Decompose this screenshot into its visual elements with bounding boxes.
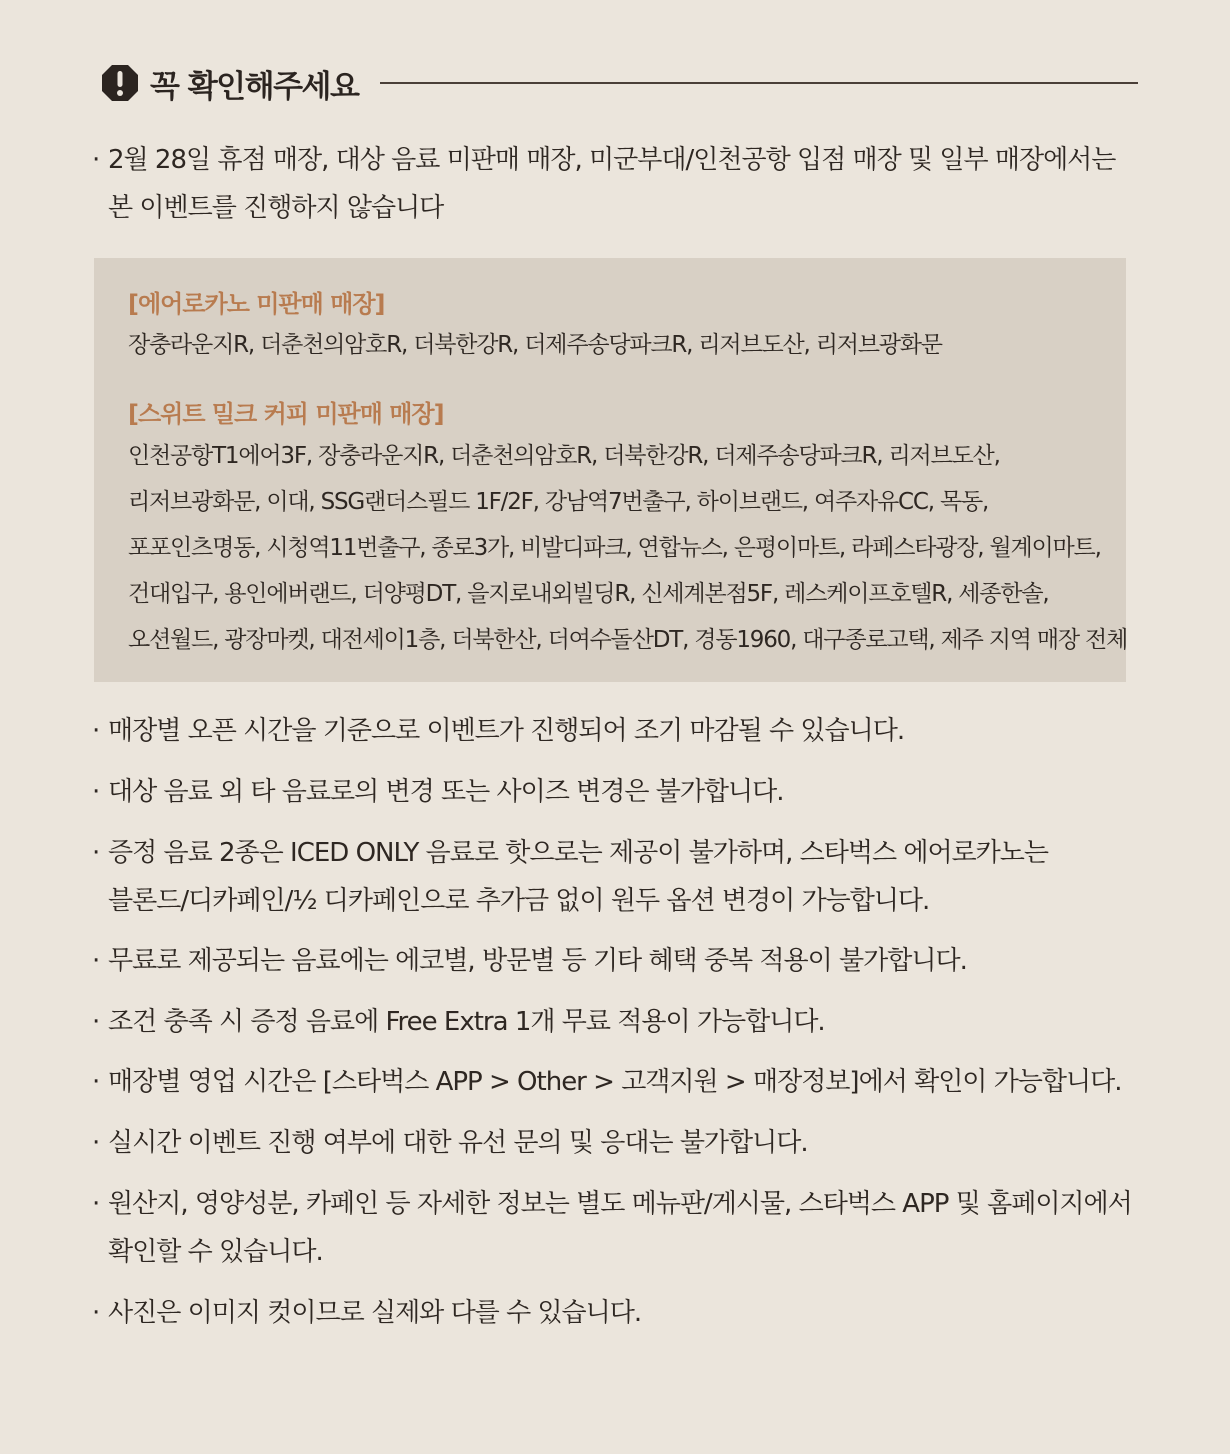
notice-text-cont: 확인할 수 있습니다. bbox=[108, 1237, 323, 1267]
sweet-milk-heading: [스위트 밀크 커피 미판매 매장] bbox=[128, 400, 444, 428]
sweet-milk-stores-line: 포포인츠명동, 시청역11번출구, 종로3가, 비발디파크, 연합뉴스, 은평이마트, 라페스타광장, 월계이마트, bbox=[128, 535, 1101, 561]
bullet: · bbox=[92, 1128, 100, 1158]
notice-item bbox=[92, 1289, 641, 1337]
sweet-milk-stores-line: 오션월드, 광장마켓, 대전세이1층, 더북한산, 더여수돌산DT, 경동1960, 대구종로고택, 제주 지역 매장 전체 bbox=[128, 627, 1128, 653]
intro-line-2: 본 이벤트를 진행하지 않습니다 bbox=[108, 193, 444, 223]
notice-text: 원산지, 영양성분, 카페인 등 자세한 정보는 별도 메뉴판/게시물, 스타벅스 APP 및 홈페이지에서 bbox=[108, 1189, 1132, 1219]
sweet-milk-store-list bbox=[128, 433, 1127, 663]
intro-line-1: 2월 28일 휴점 매장, 대상 음료 미판매 매장, 미군부대/인천공항 입점 매장 및 일부 매장에서는 bbox=[108, 145, 1116, 175]
notice-text: 조건 충족 시 증정 음료에 Free Extra 1개 무료 적용이 가능합니다. bbox=[108, 1007, 825, 1037]
header-divider bbox=[380, 82, 1138, 84]
aerocano-store-list bbox=[128, 322, 942, 368]
aerocano-stores: 장충라운지R, 더춘천의암호R, 더북한강R, 더제주송당파크R, 리저브도산, 리저브광화문 bbox=[128, 332, 942, 358]
notice-text: 실시간 이벤트 진행 여부에 대한 유선 문의 및 응대는 불가합니다. bbox=[108, 1128, 808, 1158]
notice-text: 사진은 이미지 컷이므로 실제와 다를 수 있습니다. bbox=[108, 1298, 642, 1328]
bullet: · bbox=[92, 1067, 100, 1097]
notice-text: 매장별 영업 시간은 [스타벅스 APP > Other > 고객지원 > 매장정보]에서 확인이 가능합니다. bbox=[108, 1067, 1122, 1097]
bullet: · bbox=[92, 1007, 100, 1037]
notice-item bbox=[92, 1180, 1132, 1276]
intro-note bbox=[92, 136, 1115, 232]
notice-item bbox=[92, 937, 967, 985]
section-title: 꼭 확인해주세요 bbox=[150, 68, 359, 105]
notice-text: 증정 음료 2종은 ICED ONLY 음료로 핫으로는 제공이 불가하며, 스타벅스 에어로카노는 bbox=[108, 838, 1049, 868]
exclamation-octagon-icon bbox=[100, 63, 140, 103]
bullet: · bbox=[92, 1189, 100, 1219]
notice-item bbox=[92, 1058, 1122, 1106]
notice-item bbox=[92, 998, 825, 1046]
bullet: · bbox=[92, 777, 100, 807]
sweet-milk-stores-line: 인천공항T1에어3F, 장충라운지R, 더춘천의암호R, 더북한강R, 더제주송당파크R, 리저브도산, bbox=[128, 443, 1000, 469]
notice-item bbox=[92, 829, 1048, 925]
bullet: · bbox=[92, 1298, 100, 1328]
bullet: · bbox=[92, 838, 100, 868]
notice-text: 대상 음료 외 타 음료로의 변경 또는 사이즈 변경은 불가합니다. bbox=[108, 777, 784, 807]
bullet: · bbox=[92, 145, 100, 175]
notice-text: 매장별 오픈 시간을 기준으로 이벤트가 진행되어 조기 마감될 수 있습니다. bbox=[108, 716, 905, 746]
notice-text-cont: 블론드/디카페인/½ 디카페인으로 추가금 없이 원두 옵션 변경이 가능합니다. bbox=[108, 886, 930, 916]
aerocano-heading: [에어로카노 미판매 매장] bbox=[128, 290, 385, 318]
notice-item bbox=[92, 1119, 808, 1167]
bullet: · bbox=[92, 716, 100, 746]
bullet: · bbox=[92, 946, 100, 976]
excluded-stores-box bbox=[94, 258, 1126, 682]
notice-text: 무료로 제공되는 음료에는 에코별, 방문별 등 기타 혜택 중복 적용이 불가합니다. bbox=[108, 946, 967, 976]
section-header bbox=[100, 60, 1138, 106]
notice-item bbox=[92, 768, 784, 816]
sweet-milk-stores-line: 건대입구, 용인에버랜드, 더양평DT, 을지로내외빌딩R, 신세계본점5F, 레스케이프호텔R, 세종한솔, bbox=[128, 581, 1049, 607]
sweet-milk-stores-line: 리저브광화문, 이대, SSG랜더스필드 1F/2F, 강남역7번출구, 하이브랜드, 여주자유CC, 목동, bbox=[128, 489, 989, 515]
notice-item bbox=[92, 707, 904, 755]
